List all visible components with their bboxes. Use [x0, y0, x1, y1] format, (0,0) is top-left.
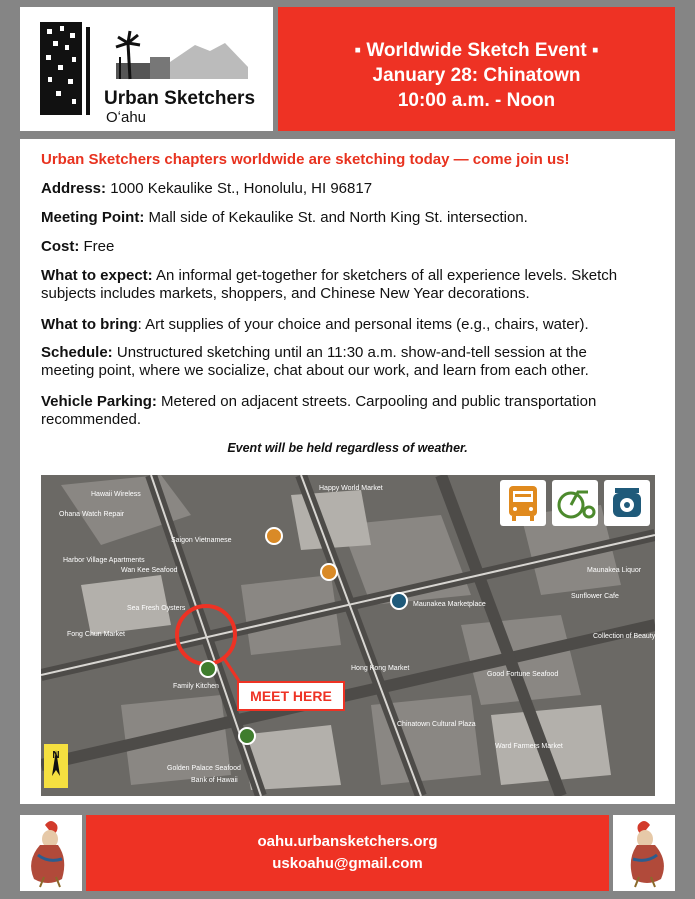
field-value: 1000 Kekaulike St., Honolulu, HI 96817	[106, 180, 373, 197]
map-place-label: Wan Kee Seafood	[121, 567, 178, 574]
field-value: An informal get-together for sketchers of all experience levels. Sketch subjects includes markets, shoppers, and Chinese New Year decorations.	[41, 267, 618, 302]
map-place-label: Maunakea Marketplace	[413, 601, 486, 608]
logo-title: Urban Sketchers	[104, 88, 256, 109]
field-label: What to expect:	[41, 267, 153, 284]
field-label: Address:	[41, 180, 107, 197]
email-link[interactable]: uskoahu@gmail.com	[272, 855, 423, 872]
weather-note: Event will be held regardless of weather.	[227, 441, 468, 455]
main-panel	[20, 139, 675, 804]
map-marker[interactable]	[238, 727, 256, 745]
meeting-point-field	[41, 209, 641, 227]
map-place-label: Hong Kong Market	[351, 665, 410, 672]
chinatown-map[interactable]	[41, 475, 655, 796]
bus-icon	[500, 480, 546, 526]
intro-text: Urban Sketchers chapters worldwide are sketching today — come join us!	[41, 151, 570, 168]
map-place-label: Happy World Market	[319, 485, 383, 492]
map-place-label: Good Fortune Seafood	[487, 671, 559, 678]
map-place-label: Sea Fresh Oysters	[127, 605, 186, 612]
map-place-label: Saigon Vietnamese	[171, 537, 232, 544]
cost-field	[41, 238, 641, 256]
schedule-field	[41, 344, 641, 380]
map-marker[interactable]	[199, 660, 217, 678]
urban-sketchers-logo	[20, 7, 273, 131]
map-marker[interactable]	[390, 592, 408, 610]
event-title: ▪ Worldwide Sketch Event ▪	[354, 40, 599, 61]
map-marker[interactable]	[265, 527, 283, 545]
rooster-image-left	[20, 815, 82, 891]
field-value: Mall side of Kekaulike St. and North King St. intersection.	[144, 209, 528, 226]
north-label: N	[52, 750, 60, 761]
field-value: Metered on adjacent streets. Carpooling and public transportation recommended.	[41, 393, 597, 428]
event-header	[278, 7, 675, 131]
contact-footer	[86, 815, 609, 891]
map-place-label: Hawaii Wireless	[91, 491, 141, 498]
map-place-label: Family Kitchen	[173, 683, 219, 690]
map-place-label: Collection of Beauty	[593, 633, 655, 640]
rooster-icon	[20, 815, 82, 891]
bicycle-icon	[552, 480, 598, 526]
map-place-label: Bank of Hawaii	[191, 777, 238, 784]
field-label: Cost:	[41, 238, 80, 255]
field-label: What to bring	[41, 316, 138, 333]
website-link[interactable]: oahu.urbansketchers.org	[257, 833, 438, 850]
rail-icon	[604, 480, 650, 526]
map-place-label: Golden Palace Seafood	[167, 765, 241, 772]
field-value: Free	[79, 238, 115, 255]
map-place-label: Harbor Village Apartments	[63, 557, 145, 564]
map-place-label: Sunflower Cafe	[571, 593, 619, 600]
event-date: January 28: Chinatown	[372, 65, 581, 86]
expect-field	[41, 267, 641, 303]
bring-field	[41, 316, 641, 334]
address-field	[41, 180, 641, 198]
map-place-label: Maunakea Liquor	[587, 567, 642, 574]
field-label: Vehicle Parking:	[41, 393, 157, 410]
event-time: 10:00 a.m. - Noon	[397, 90, 556, 111]
rooster-icon	[613, 815, 675, 891]
logo-subtitle: Oʻahu	[106, 109, 147, 126]
map-place-label: Ohana Watch Repair	[59, 511, 125, 518]
meet-here-label: MEET HERE	[237, 681, 345, 711]
parking-field	[41, 393, 641, 429]
field-value: : Art supplies of your choice and personal items (e.g., chairs, water).	[137, 316, 589, 333]
field-value: Unstructured sketching until an 11:30 a.m. show-and-tell session at the meeting point, where we socialize, chat about our work, and learn from each other.	[41, 344, 589, 379]
map-place-label: Ward Farmers Market	[495, 743, 563, 750]
map-place-label: Chinatown Cultural Plaza	[397, 721, 476, 728]
field-label: Meeting Point:	[41, 209, 145, 226]
north-arrow	[44, 744, 68, 788]
logo-panel	[20, 7, 273, 131]
map-place-label: Fong Chun Market	[67, 631, 125, 638]
map-marker[interactable]	[320, 563, 338, 581]
field-label: Schedule:	[41, 344, 113, 361]
rooster-image-right	[613, 815, 675, 891]
